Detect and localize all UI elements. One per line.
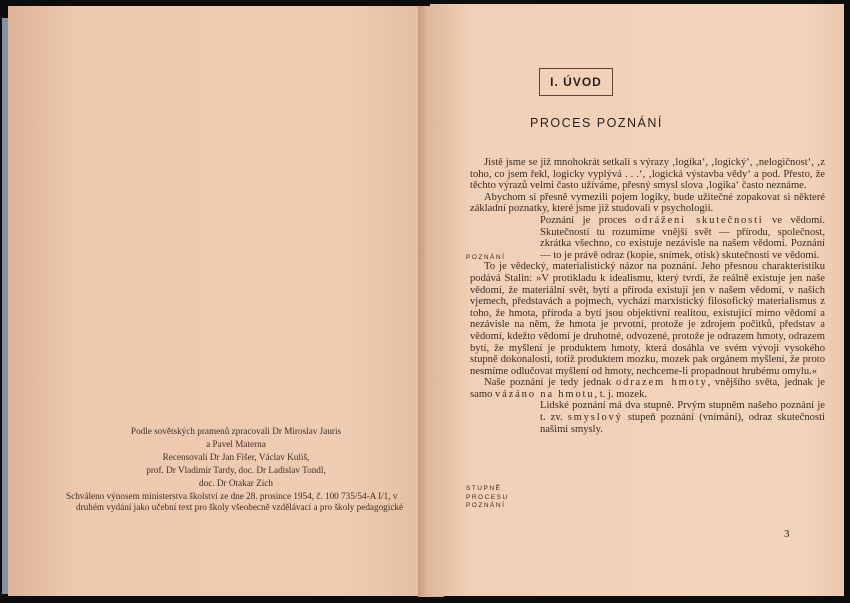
text-run: Naše poznání je tedy jednak bbox=[484, 377, 617, 389]
body-text bbox=[470, 157, 825, 435]
spaced-emphasis: odrazem hmoty bbox=[616, 377, 708, 389]
paragraph-stages bbox=[470, 400, 825, 435]
authors-line-2: a Pavel Materna bbox=[206, 439, 266, 449]
approval-note: Schváleno výnosem ministerstva školství ze dne 28. prosince 1954, č. 100 735/54-A I/1, v druhém vydání jako učební text pro školy všeobecně vzdělávací a pro školy pedagogické bbox=[66, 491, 404, 512]
paragraph bbox=[470, 377, 825, 400]
text-run: ve vědomí. Skutečností tu rozumíme vnější svět — přírodu, společnost, zkrátka všechno, co existuje nezávisle na našem vědomí. Poznání — to je právě odraz (kopie, snímek, otisk) skutečnosti ve vědomí. bbox=[540, 214, 825, 261]
right-page bbox=[430, 4, 844, 596]
spaced-emphasis: smyslový bbox=[567, 412, 623, 424]
text-run: , vnějšího světa, jednak je samo bbox=[470, 377, 825, 400]
reviewers-line-1: Recensovali Dr Jan Fišer, Václav Kuliš, bbox=[162, 452, 310, 462]
text-run: stupeň poznání (vnímání), odraz skutečnosti našimi smysly. bbox=[540, 412, 825, 435]
paragraph: Jistě jsme se již mnohokrát setkali s výrazy ‚logika‘, ‚logický‘, ‚nelogičnost‘, ‚z toho, co jsem řekl, logicky vyplývá . . .‘, ‚logická výstavba vědy‘ a pod. Přesto, že těchto výrazů velmi často užíváme, přesný smysl slova ‚logika‘ často neznáme. bbox=[470, 157, 825, 192]
text-run: Lidské poznání má dva stupně. Prvým stupněm našeho poznání je t. zv. bbox=[540, 400, 825, 424]
paragraph-quote: To je vědecký, materialistický názor na poznání. Jeho přesnou charakteristiku podává Stalin: »V protikladu k idealismu, který tvrdí, že reálně existuje jen naše vědomí, že materiální svět, bytí a příroda existují jen v našem vědomí, v našich vjemech, představách a pojmech, vychází marxistický filosofický materialismus z toho, že hmota, příroda a bytí jsou objektivní realitou, existující mimo vědomí a nezávisle na něm, že hmota je prvotní, protože je zdrojem počitků, představ a vědomí, kdežto vědomí je druhotné, odvozené, protože je odrazem hmoty, odrazem bytí, že myšlení je produktem hmoty, která dosáhla ve svém vývoji vysokého stupně dokonalosti, totiž produktem mozku, mozek pak orgánem myšlení, že proto nesmíme odlučovat myšlení od hmoty, nechceme-li propadnout hrubému omylu.« bbox=[470, 261, 825, 377]
margin-note-line: PROCESU bbox=[466, 493, 509, 501]
margin-note-line: STUPNĚ bbox=[466, 485, 502, 492]
spaced-emphasis: odrážení skutečnosti bbox=[634, 214, 764, 226]
paragraph: Abychom si přesně vymezili pojem logiky, bude užitečné zopakovat si některé základní poznatky, které jsme již studovali v psychologii. bbox=[470, 191, 825, 215]
margin-note-line: POZNÁNÍ bbox=[466, 502, 506, 509]
authors-line: Podle sovětských pramenů zpracovali Dr Miroslav Jauris bbox=[130, 426, 342, 436]
chapter-heading: I. ÚVOD bbox=[539, 68, 613, 96]
page-number: 3 bbox=[784, 528, 790, 540]
reviewers-line-3: doc. Dr Otakar Zich bbox=[199, 478, 273, 488]
text-run: , t. j. mozek. bbox=[594, 388, 648, 400]
left-page bbox=[8, 6, 426, 596]
section-title: PROCES POZNÁNÍ bbox=[530, 116, 663, 130]
imprint bbox=[66, 426, 406, 515]
margin-note-stupne bbox=[466, 485, 509, 511]
margin-note-poznani: POZNÁNÍ bbox=[466, 254, 506, 261]
text-run: Poznání je proces bbox=[540, 214, 635, 226]
paragraph-definition bbox=[470, 215, 825, 261]
spaced-emphasis: vázáno na hmotu bbox=[495, 388, 595, 400]
reviewers-line-2: prof. Dr Vladimír Tardy, doc. Dr Ladislav Tondl, bbox=[146, 465, 326, 475]
